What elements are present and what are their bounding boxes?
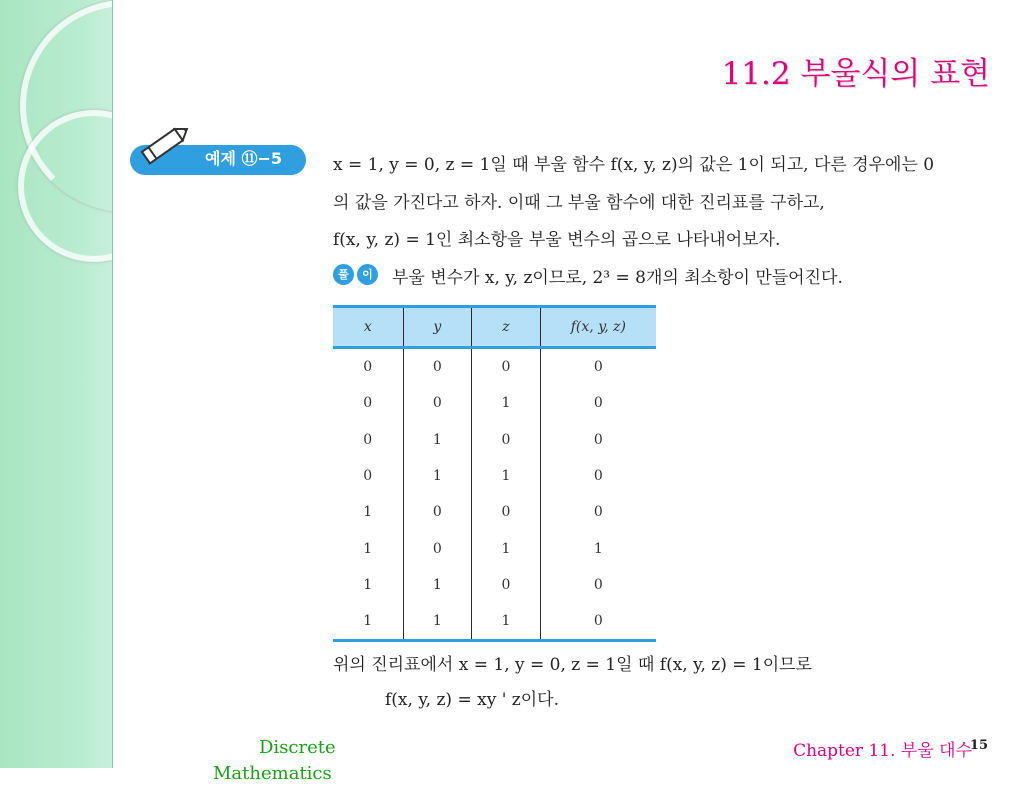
footer-course-name xyxy=(213,735,336,787)
table-cell: 1 xyxy=(333,603,403,641)
truth-table xyxy=(333,305,656,642)
table-header: f(x, y, z) xyxy=(540,307,656,348)
table-cell: 1 xyxy=(472,530,541,566)
table-cell: 1 xyxy=(403,458,472,494)
table-header: z xyxy=(472,307,541,348)
example-line-2: 의 값을 가진다고 하자. 이때 그 부울 함수에 대한 진리표를 구하고, xyxy=(333,193,825,213)
table-header: y xyxy=(403,307,472,348)
table-cell: 0 xyxy=(403,385,472,421)
footer-left-line-1: Discrete xyxy=(259,737,336,758)
sidebar-decoration xyxy=(0,0,113,768)
table-row xyxy=(333,348,656,386)
slide-title: 11.2 부울식의 표현 xyxy=(721,56,990,92)
example-badge-label: 예제 ⑪−5 xyxy=(205,149,283,168)
table-cell: 0 xyxy=(403,530,472,566)
solution-badge-right: 이 xyxy=(357,264,378,285)
table-cell: 0 xyxy=(540,458,656,494)
page-number: 15 xyxy=(969,738,988,753)
example-line-3: f(x, y, z) = 1인 최소항을 부울 변수의 곱으로 나타내어보자. xyxy=(333,230,781,250)
table-row xyxy=(333,530,656,566)
table-cell: 0 xyxy=(403,348,472,386)
table-row xyxy=(333,458,656,494)
solution-badge xyxy=(333,264,383,286)
table-cell: 0 xyxy=(540,567,656,603)
table-cell: 0 xyxy=(540,348,656,386)
table-cell: 1 xyxy=(403,603,472,641)
table-row xyxy=(333,603,656,641)
conclusion-line-1: 위의 진리표에서 x = 1, y = 0, z = 1일 때 f(x, y, z) = 1이므로 xyxy=(333,655,812,675)
table-cell: 1 xyxy=(540,530,656,566)
table-cell: 1 xyxy=(363,504,373,521)
table-header: x xyxy=(333,307,403,348)
table-cell: 0 xyxy=(540,494,656,530)
table-row xyxy=(333,494,656,530)
table-cell: 0 xyxy=(363,359,373,376)
table-cell: 1 xyxy=(363,540,373,557)
example-line-1: x = 1, y = 0, z = 1일 때 부울 함수 f(x, y, z)의 값은 1이 되고, 다른 경우에는 0 xyxy=(333,155,935,175)
table-cell: 0 xyxy=(540,603,656,641)
table-cell: 0 xyxy=(363,431,373,448)
footer-left-line-2: Mathematics xyxy=(213,763,332,784)
table-cell: 0 xyxy=(472,567,541,603)
table-cell: 0 xyxy=(403,494,472,530)
table-cell: 1 xyxy=(363,576,373,593)
pencil-icon xyxy=(134,120,194,170)
table-cell: 0 xyxy=(540,385,656,421)
solution-badge-left: 풀 xyxy=(333,264,354,285)
table-cell: 0 xyxy=(540,422,656,458)
table-cell: 1 xyxy=(403,422,472,458)
table-row xyxy=(333,567,656,603)
table-cell: 0 xyxy=(363,395,373,412)
table-cell: 1 xyxy=(403,567,472,603)
sidebar-edge xyxy=(112,0,113,768)
table-row xyxy=(333,385,656,421)
table-cell: 0 xyxy=(472,422,541,458)
table-cell: 0 xyxy=(472,494,541,530)
table-cell: 1 xyxy=(472,385,541,421)
table-cell: 1 xyxy=(472,458,541,494)
conclusion-line-2: f(x, y, z) = xy ' z이다. xyxy=(385,690,559,710)
table-row xyxy=(333,422,656,458)
table-cell: 1 xyxy=(472,603,541,641)
table-cell: 0 xyxy=(363,468,373,485)
table-header-row xyxy=(333,307,656,348)
footer-chapter: Chapter 11. 부울 대수 xyxy=(793,741,972,761)
table-cell: 0 xyxy=(472,348,541,386)
solution-line: 부울 변수가 x, y, z이므로, 2³ = 8개의 최소항이 만들어진다. xyxy=(392,268,843,288)
